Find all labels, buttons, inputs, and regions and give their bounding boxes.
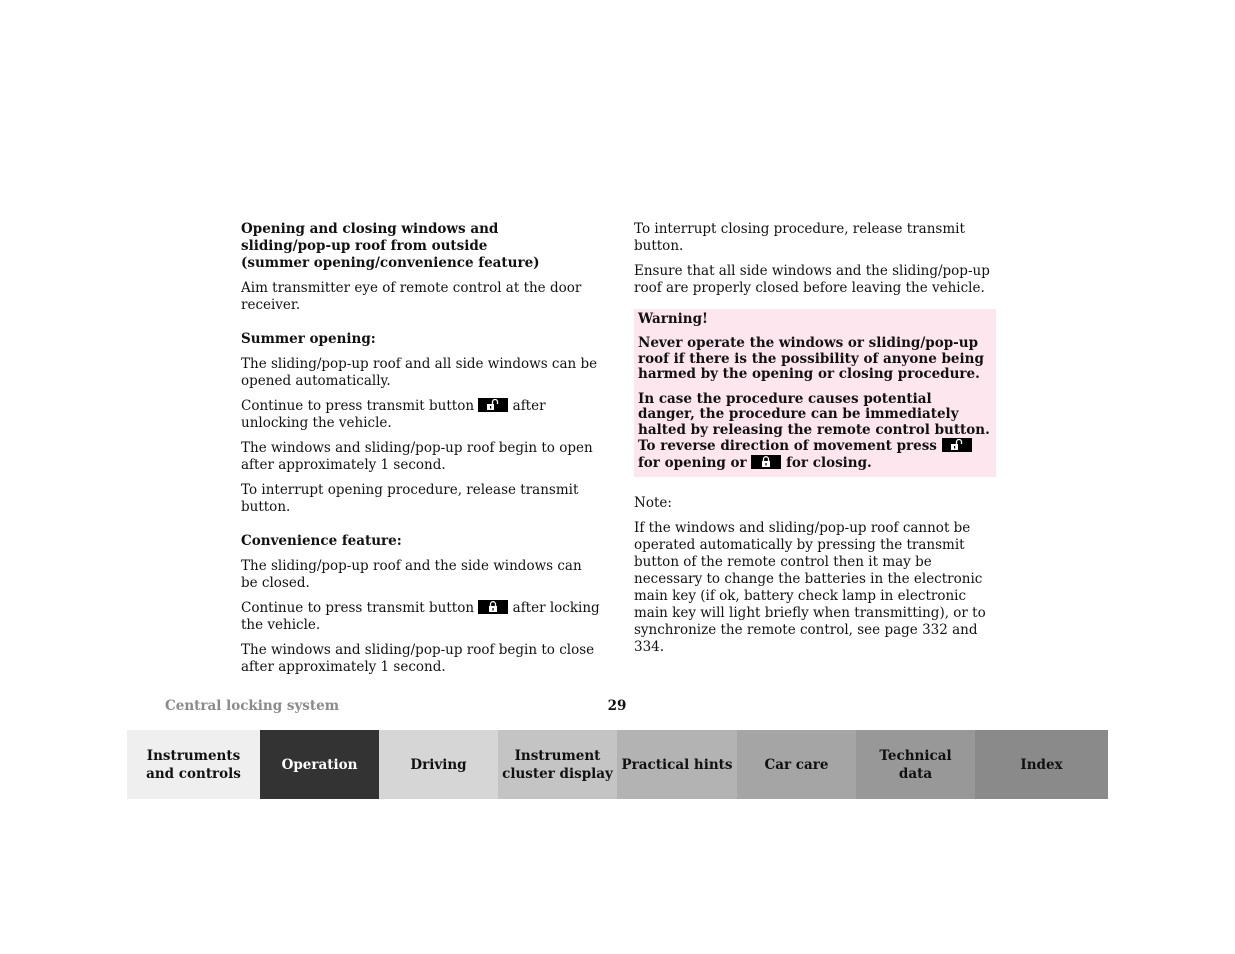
summer-p2-after: after unlocking the vehicle. xyxy=(241,398,546,431)
summer-p4: To interrupt opening procedure, release transmit button. xyxy=(241,482,579,515)
tab-practical-hints[interactable]: Practical hints xyxy=(617,730,737,799)
note-label: Note: xyxy=(634,495,672,511)
chapter-tabs xyxy=(127,730,1108,799)
right-column xyxy=(634,221,996,664)
convenience-p3: The windows and sliding/pop-up roof begin to close after approximately 1 second. xyxy=(241,642,595,675)
summer-p2-before: Continue to press transmit button xyxy=(241,398,475,414)
tab-car-care[interactable]: Car care xyxy=(737,730,856,799)
summer-p1: The sliding/pop-up roof and all side windows can be opened automatically. xyxy=(241,356,598,389)
summer-opening-heading: Summer opening: xyxy=(241,331,376,347)
warning-p2-before: In case the procedure causes potential danger, the procedure can be immediately halted by releasing the remote control button. To reverse direction of movement press xyxy=(638,390,990,454)
tab-driving[interactable]: Driving xyxy=(379,730,498,799)
tab-technical-data[interactable]: Technical data xyxy=(856,730,975,799)
warning-title: Warning! xyxy=(638,311,708,327)
warning-p1: Never operate the windows or sliding/pop-up roof if there is the possibility of anyone being harmed by the opening or closing procedure. xyxy=(638,335,984,382)
convenience-p2-before: Continue to press transmit button xyxy=(241,600,475,616)
note-text: If the windows and sliding/pop-up roof cannot be operated automatically by pressing the transmit button of the remote control then it may be necessary to change the batteries in the electronic main key (if ok, battery check lamp in electronic main key will light briefly when transmitting), or to synchronize the remote control, see page 332 and 334. xyxy=(634,520,986,655)
right-p1: To interrupt closing procedure, release transmit button. xyxy=(634,221,965,254)
intro-text: Aim transmitter eye of remote control at the door receiver. xyxy=(241,280,582,313)
summer-p3: The windows and sliding/pop-up roof begin to open after approximately 1 second. xyxy=(241,440,593,473)
convenience-p1: The sliding/pop-up roof and the side windows can be closed. xyxy=(241,558,582,591)
tab-instruments-and-controls[interactable]: Instruments and controls xyxy=(127,730,260,799)
footer-section-title: Central locking system xyxy=(165,698,340,714)
warning-box xyxy=(634,309,996,477)
unlock-button-icon xyxy=(942,438,972,452)
convenience-p2 xyxy=(241,600,601,634)
lock-button-icon xyxy=(751,455,781,469)
left-column xyxy=(241,221,601,684)
section-title: Opening and closing windows and sliding/pop-up roof from outside (summer opening/convenience feature) xyxy=(241,221,540,271)
tab-index[interactable]: Index xyxy=(975,730,1108,799)
convenience-p2-after: after locking the vehicle. xyxy=(241,600,600,633)
warning-p2-after: for closing. xyxy=(786,454,872,471)
warning-p2-middle: for opening or xyxy=(638,454,747,471)
unlock-button-icon xyxy=(478,398,508,412)
right-p2: Ensure that all side windows and the sliding/pop-up roof are properly closed before leaving the vehicle. xyxy=(634,263,990,296)
lock-button-icon xyxy=(478,600,508,614)
tab-instrument-cluster-display[interactable]: Instrument cluster display xyxy=(498,730,617,799)
page-number: 29 xyxy=(607,698,627,714)
convenience-feature-heading: Convenience feature: xyxy=(241,533,402,549)
tab-operation[interactable]: Operation xyxy=(260,730,379,799)
summer-p2 xyxy=(241,398,601,432)
warning-p2 xyxy=(638,392,992,472)
